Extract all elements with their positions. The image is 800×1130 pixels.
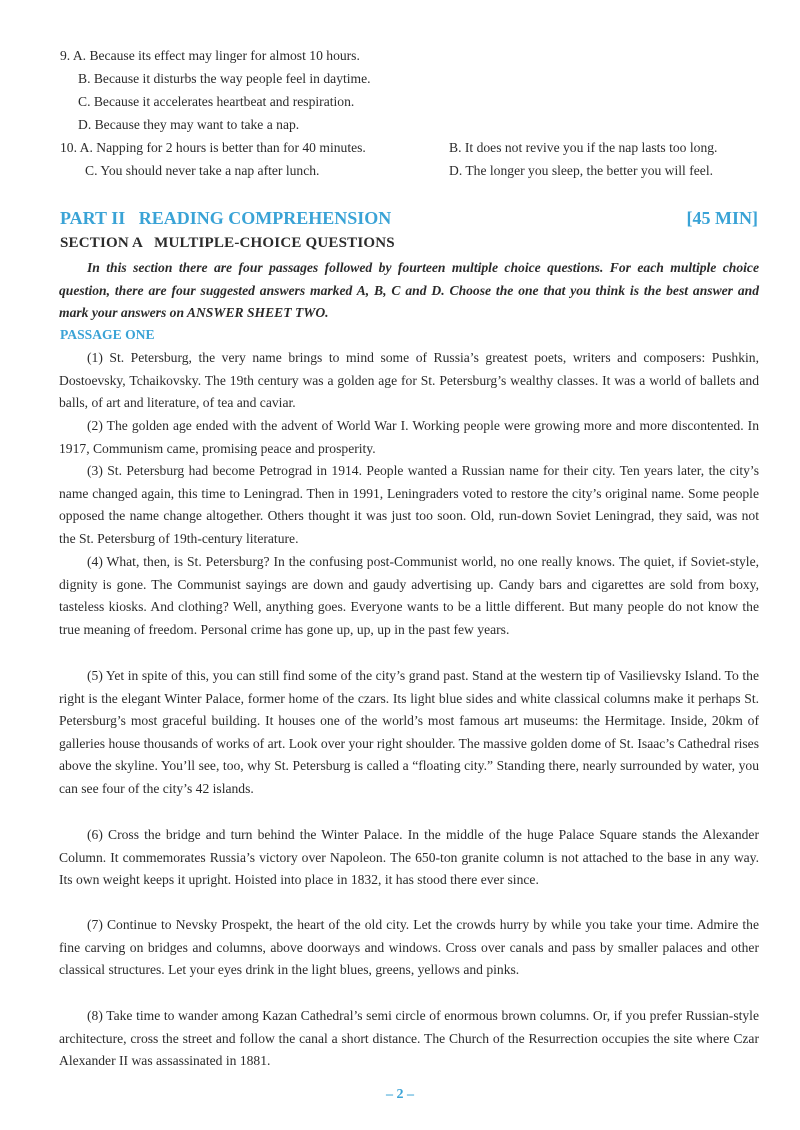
- q9-option-b: B. Because it disturbs the way people feel in daytime.: [78, 71, 371, 86]
- q10-option-c: C. You should never take a nap after lunch.: [85, 163, 320, 178]
- passage-title: PASSAGE ONE: [60, 327, 155, 342]
- q9-option-d: D. Because they may want to take a nap.: [78, 117, 300, 132]
- q10-option-d: D. The longer you sleep, the better you will feel.: [449, 163, 713, 178]
- section-title: SECTION A MULTIPLE-CHOICE QUESTIONS: [60, 235, 395, 251]
- page-number: – 2 –: [386, 1087, 414, 1102]
- paragraph-5: (5) Yet in spite of this, you can still find some of the city’s grand past. Stand at the western tip of Vasilievsky Island. To the right is the elegant Winter Palace, former home of the czars. Its light blue sides and white classical columns make it perhaps St. Petersburg’s most graceful building. It houses one of the world’s most famous art museums: the Hermitage. Inside, 20km of galleries house thousands of works of art. Look over your right shoulder. The massive golden dome of St. Isaac’s Cathedral rises above the skyline. You’ll see, too, why St. Petersburg is called a “floating city.” Standing there, nearly surrounded by water, you can see four of the city’s 42 islands.: [59, 668, 759, 796]
- paragraph-8: (8) Take time to wander among Kazan Cathedral’s semi circle of enormous brown columns. Or, if you prefer Russian-style architecture, cross the street and follow the canal a short distance. The Church of the Resurrection occupies the site where Czar Alexander II was assassinated in 1881.: [59, 1008, 759, 1068]
- q9-option-c: C. Because it accelerates heartbeat and respiration.: [78, 94, 355, 109]
- paragraph-2: (2) The golden age ended with the advent of World War I. Working people were growing more and more discontented. In 1917, Communism came, promising peace and prosperity.: [59, 418, 759, 456]
- paragraph-1: (1) St. Petersburg, the very name brings to mind some of Russia’s greatest poets, writers and composers: Pushkin, Dostoevsky, Tchaikovsky. The 19th century was a golden age for St. Petersburg’s wealthy classes. It was a world of ballets and balls, of art and literature, of tea and caviar.: [59, 350, 759, 410]
- part-title: PART II READING COMPREHENSION: [60, 208, 392, 228]
- section-instructions: In this section there are four passages followed by fourteen multiple choice questions. For each multiple choice question, there are four suggested answers marked A, B, C and D. Choose the one that you think is the best answer and mark your answers on ANSWER SHEET TWO.: [59, 260, 759, 320]
- q10-option-b: B. It does not revive you if the nap lasts too long.: [449, 140, 718, 155]
- part-time-limit: [45 MIN]: [686, 208, 758, 228]
- paragraph-6: (6) Cross the bridge and turn behind the Winter Palace. In the middle of the huge Palace Square stands the Alexander Column. It commemorates Russia’s victory over Napoleon. The 650-ton granite column is not attached to the base in any way. Its own weight keeps it upright. Hoisted into place in 1832, it has stood there ever since.: [59, 827, 759, 887]
- q10-option-a: 10. A. Napping for 2 hours is better than for 40 minutes.: [60, 140, 366, 155]
- paragraph-7: (7) Continue to Nevsky Prospekt, the heart of the old city. Let the crowds hurry by while you take your time. Admire the fine carving on bridges and columns, above doorways and windows. Cross over canals and pass by smaller palaces and other classical structures. Let your eyes drink in the light blues, greens, yellows and pinks.: [59, 917, 759, 977]
- paragraph-4: (4) What, then, is St. Petersburg? In the confusing post-Communist world, no one really knows. The quiet, if Soviet-style, dignity is gone. The Communist sayings are down and gaudy advertising up. Candy bars and cigarettes are sold from boxy, tasteless kiosks. And clothing? Well, anything goes. Everyone wants to be a little different. But many people do not know the true meaning of freedom. Personal crime has gone up, up, up in the past few years.: [59, 554, 759, 637]
- q9-option-a: 9. A. Because its effect may linger for almost 10 hours.: [60, 48, 360, 63]
- paragraph-3: (3) St. Petersburg had become Petrograd in 1914. People wanted a Russian name for their city. Ten years later, the city’s name changed again, this time to Leningrad. Then in 1991, Leningraders voted to restore the city’s original name. Some people opposed the name change altogether. Others thought it was just too soon. Old, run-down Soviet Leningrad, they said, was not the St. Petersburg of 19th-century literature.: [59, 463, 759, 546]
